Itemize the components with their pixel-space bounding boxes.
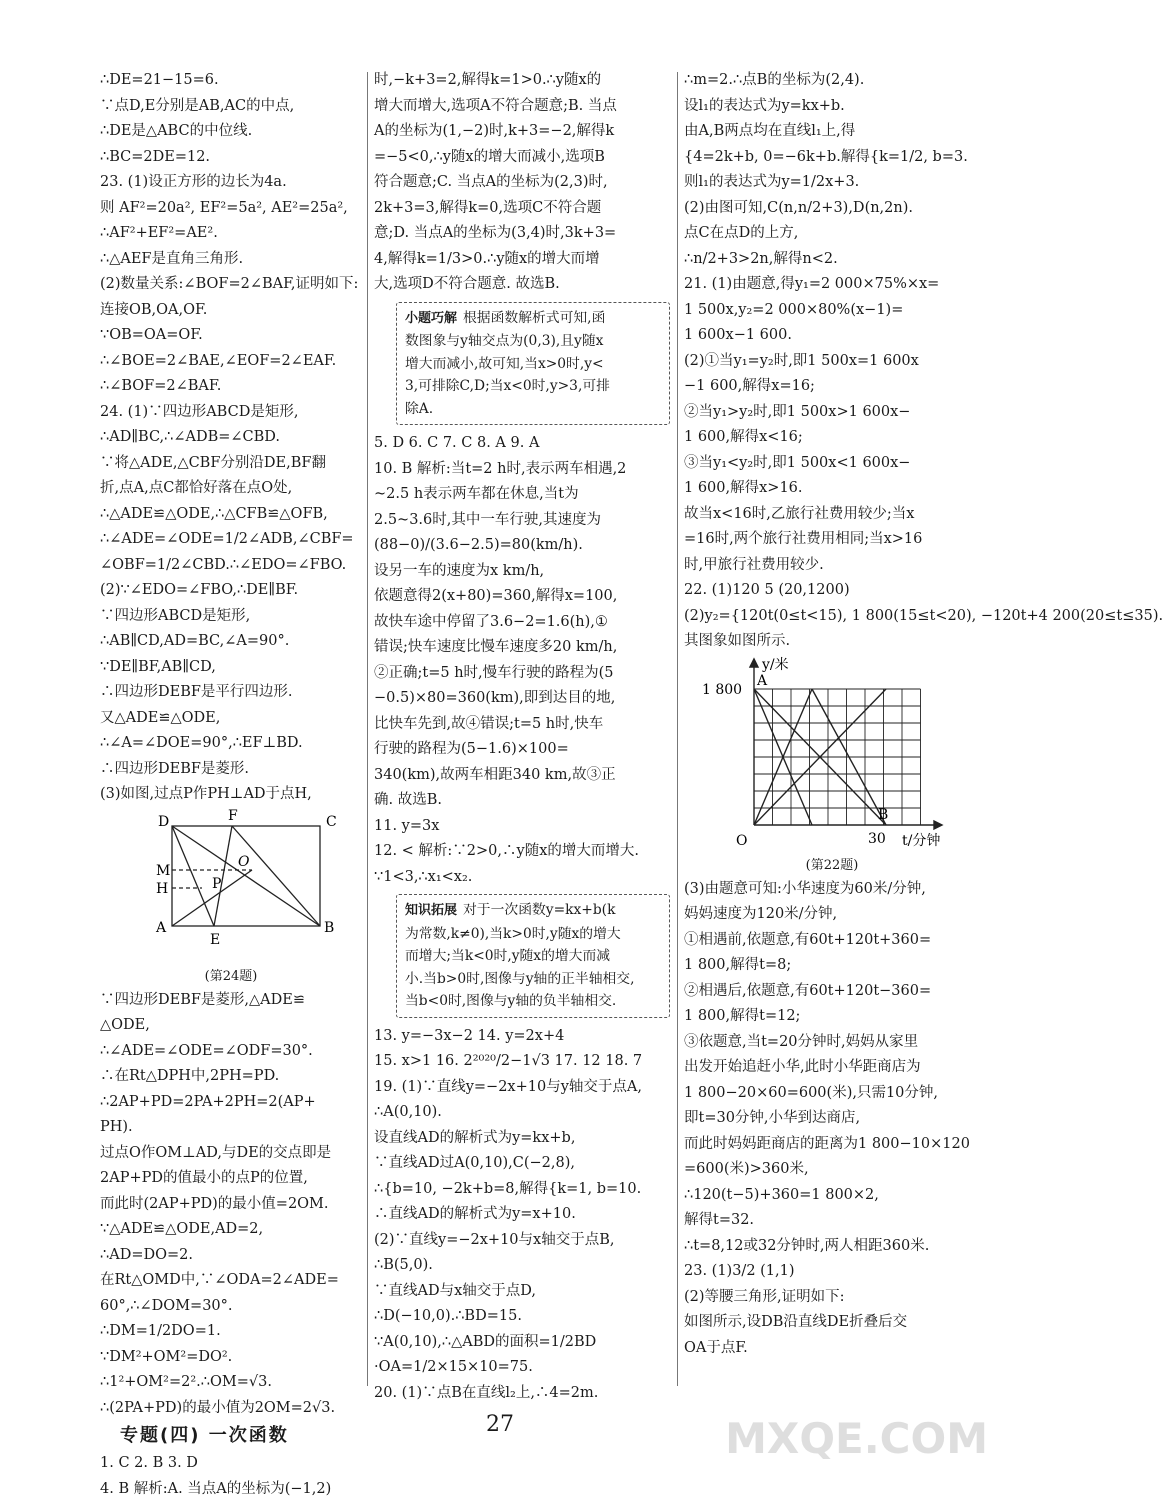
tip1-text [405, 307, 661, 421]
text-line: ∴直线AD的解析式为y=x+10. [374, 1202, 670, 1228]
col2-bottom-text [374, 1024, 670, 1407]
graph-point-a: A [756, 673, 768, 689]
text-line: ∵四边形ABCD是矩形, [100, 604, 362, 630]
text-line: ∵DM²+OM²=DO². [100, 1345, 362, 1371]
text-line: 即t=30分钟,小华到达商店, [684, 1106, 980, 1132]
text-line: 增大而增大,选项A不符合题意;B. 当点 [374, 94, 670, 120]
text-line: ∴DE是△ABC的中位线. [100, 119, 362, 145]
text-line: ∴AF²+EF²=AE². [100, 221, 362, 247]
text-line: 解得t=32. [684, 1208, 980, 1234]
text-line: 1 800,解得t=12; [684, 1004, 980, 1030]
fig24-label: C [326, 814, 337, 830]
text-line: 23. (1)3/2 (1,1) [684, 1259, 980, 1285]
text-line: ∴120(t−5)+360=1 800×2, [684, 1183, 980, 1209]
text-line: 连接OB,OA,OF. [100, 298, 362, 324]
text-line: ∵将△ADE,△CBF分别沿DE,BF翻 [100, 451, 362, 477]
fig24-label: D [158, 814, 169, 830]
fig24-label: B [324, 920, 334, 936]
figure-24-caption: (第24题) [100, 966, 362, 988]
text-line: ∴{b=10, −2k+b=8,解得{k=1, b=10. [374, 1177, 670, 1203]
text-line: 折,点A,点C都恰好落在点O处, [100, 476, 362, 502]
text-line: ∴AD=DO=2. [100, 1243, 362, 1269]
text-line: ∵△ADE≌△ODE,AD=2, [100, 1217, 362, 1243]
column-divider-2 [677, 72, 678, 1386]
text-line: ∴AB∥CD,AD=BC,∠A=90°. [100, 629, 362, 655]
text-line: ③当y₁<y₂时,即1 500x<1 600x− [684, 451, 980, 477]
text-line: ∠OBF=1/2∠CBD.∴∠EDO=∠FBO. [100, 553, 362, 579]
column-divider-1 [367, 72, 368, 1386]
text-line: ∵直线AD过A(0,10),C(−2,8), [374, 1151, 670, 1177]
text-line: ∴n/2+3>2n,解得n<2. [684, 247, 980, 273]
column-right [684, 68, 980, 1361]
tip-line: 小.当b>0时,图像与y轴的正半轴相交, [405, 968, 661, 991]
text-line: ∵直线AD与x轴交于点D, [374, 1279, 670, 1305]
text-line: 1 800,解得t=8; [684, 953, 980, 979]
text-line: =16时,两个旅行社费用相同;当x>16 [684, 527, 980, 553]
tip-line: 为常数,k≠0),当k>0时,y随x的增大 [405, 923, 661, 946]
text-line: ∴2AP+PD=2PA+2PH=2(AP+ [100, 1090, 362, 1116]
col2-mid-text [374, 431, 670, 890]
graph-y-label: y/米 [761, 656, 789, 673]
text-line: (3)由题意可知:小华速度为60米/分钟, [684, 877, 980, 903]
graph-y-tick: 1 800 [702, 682, 742, 698]
text-line: ∴A(0,10). [374, 1100, 670, 1126]
text-line: 点C在点D的上方, [684, 221, 980, 247]
text-line: 时,−k+3=2,解得k=1>0.∴y随x的 [374, 68, 670, 94]
text-line: 则 AF²=20a², EF²=5a², AE²=25a², [100, 196, 362, 222]
text-line: ∴B(5,0). [374, 1253, 670, 1279]
text-line: ∴四边形DEBF是菱形. [100, 757, 362, 783]
text-line: ∵点D,E分别是AB,AC的中点, [100, 94, 362, 120]
text-line: 1 600,解得x<16; [684, 425, 980, 451]
text-line: 340(km),故两车相距340 km,故③正 [374, 763, 670, 789]
text-line: 由A,B两点均在直线l₁上,得 [684, 119, 980, 145]
text-line: OA于点F. [684, 1336, 980, 1362]
text-line: {4=2k+b, 0=−6k+b.解得{k=1/2, b=3. [684, 145, 980, 171]
tip-line [405, 899, 661, 923]
tip-box-knowledge [396, 894, 670, 1018]
text-line: =−5<0,∴y随x的增大而减小,选项B [374, 145, 670, 171]
text-line: 则l₁的表达式为y=1/2x+3. [684, 170, 980, 196]
text-line: ~2.5 h表示两车都在休息,当t为 [374, 482, 670, 508]
text-line: (88−0)/(3.6−2.5)=80(km/h). [374, 533, 670, 559]
text-line: ∵A(0,10),∴△ABD的面积=1/2BD [374, 1330, 670, 1356]
text-line: (2)①当y₁=y₂时,即1 500x=1 600x [684, 349, 980, 375]
text-line: ∴在Rt△DPH中,2PH=PD. [100, 1064, 362, 1090]
text-line: ∴t=8,12或32分钟时,两人相距360米. [684, 1234, 980, 1260]
text-line: ②正确;t=5 h时,慢车行驶的路程为(5 [374, 661, 670, 687]
text-line: ∴∠ADE=∠ODE=∠ODF=30°. [100, 1039, 362, 1065]
graph-origin: O [736, 833, 747, 849]
text-line: 确. 故选B. [374, 788, 670, 814]
text-line: ∴BC=2DE=12. [100, 145, 362, 171]
text-line: 1 600,解得x>16. [684, 476, 980, 502]
fig24-label: F [228, 808, 238, 824]
fig24-label: A [155, 920, 167, 936]
text-line: 错误;快车速度比慢车速度多20 km/h, [374, 635, 670, 661]
fig24-label: O [238, 854, 250, 870]
text-line: 2AP+PD的值最小的点P的位置, [100, 1166, 362, 1192]
text-line: ∴m=2.∴点B的坐标为(2,4). [684, 68, 980, 94]
text-line: −1 600,解得x=16; [684, 374, 980, 400]
col1-top-text [100, 68, 362, 808]
text-line: △ODE, [100, 1013, 362, 1039]
text-line: 1 800−20×60=600(米),只需10分钟, [684, 1081, 980, 1107]
text-line: −0.5)×80=360(km),即到达目的地, [374, 686, 670, 712]
text-line: 在Rt△OMD中,∵∠ODA=2∠ADE= [100, 1268, 362, 1294]
graph-point-b: B [878, 807, 888, 823]
text-line: A的坐标为(1,−2)时,k+3=−2,解得k [374, 119, 670, 145]
tip-line: 而增大;当k<0时,y随x的增大而减 [405, 945, 661, 968]
tip-line-text: 对于一次函数y=kx+b(k [463, 902, 615, 918]
text-line: 时,甲旅行社费用较少. [684, 553, 980, 579]
tip-box-quick-solution [396, 302, 670, 426]
text-line: ∴AD∥BC,∴∠ADB=∠CBD. [100, 425, 362, 451]
text-line: ∴△AEF是直角三角形. [100, 247, 362, 273]
fig24-label: E [210, 932, 220, 948]
fig24-label: P [212, 876, 221, 892]
text-line: ∵DE∥BF,AB∥CD, [100, 655, 362, 681]
graph-22 [684, 655, 974, 855]
text-line: ∴D(−10,0).∴BD=15. [374, 1304, 670, 1330]
fig24-label: M [156, 863, 170, 879]
text-line: (2)y₂={120t(0≤t<15), 1 800(15≤t<20), −120t+4 200(20≤t≤35). [684, 604, 980, 630]
col3-top-text [684, 68, 980, 655]
text-line: 12. < 解析:∵2>0,∴y随x的增大而增大. [374, 839, 670, 865]
text-line: ∴∠BOF=2∠BAF. [100, 374, 362, 400]
text-line: (2)∵直线y=−2x+10与x轴交于点B, [374, 1228, 670, 1254]
text-line: ∴四边形DEBF是平行四边形. [100, 680, 362, 706]
graph-x-tick: 30 [868, 831, 886, 847]
tip-line: 数图象与y轴交点为(0,3),且y随x [405, 330, 661, 353]
text-line: ∴(2PA+PD)的最小值为2OM=2√3. [100, 1396, 362, 1422]
text-line: 设直线AD的解析式为y=kx+b, [374, 1126, 670, 1152]
text-line: ·OA=1/2×15×10=75. [374, 1355, 670, 1381]
text-line: 依题意得2(x+80)=360,解得x=100, [374, 584, 670, 610]
tip2-text [405, 899, 661, 1013]
text-line: 故快车途中停留了3.6−2=1.6(h),① [374, 610, 670, 636]
text-line: ②相遇后,依题意,有60t+120t−360= [684, 979, 980, 1005]
text-line: ∴∠BOE=2∠BAE,∠EOF=2∠EAF. [100, 349, 362, 375]
text-line: (2)等腰三角形,证明如下: [684, 1285, 980, 1311]
text-line: 出发开始追赶小华,此时小华距商店为 [684, 1055, 980, 1081]
tip-line [405, 307, 661, 331]
text-line: 19. (1)∵直线y=−2x+10与y轴交于点A, [374, 1075, 670, 1101]
text-line: 2.5~3.6时,其中一车行驶,其速度为 [374, 508, 670, 534]
text-line: (2)由图可知,C(n,n/2+3),D(n,2n). [684, 196, 980, 222]
text-line: 1 500x,y₂=2 000×80%(x−1)= [684, 298, 980, 324]
text-line: 符合题意;C. 当点A的坐标为(2,3)时, [374, 170, 670, 196]
column-middle [374, 68, 670, 1406]
col1-bottom-text [100, 988, 362, 1422]
text-line: 比快车先到,故④错误;t=5 h时,快车 [374, 712, 670, 738]
text-line: 60°,∴∠DOM=30°. [100, 1294, 362, 1320]
text-line: ∵OB=OA=OF. [100, 323, 362, 349]
tip-line: 3,可排除C,D;当x<0时,y>3,可排 [405, 375, 661, 398]
column-left [100, 68, 362, 1502]
graph-22-caption: (第22题) [684, 855, 980, 877]
text-line: 24. (1)∵四边形ABCD是矩形, [100, 400, 362, 426]
text-line: 10. B 解析:当t=2 h时,表示两车相遇,2 [374, 457, 670, 483]
col1-after-text [100, 1451, 362, 1502]
text-line: 13. y=−3x−2 14. y=2x+4 [374, 1024, 670, 1050]
text-line: PH). [100, 1115, 362, 1141]
text-line: 5. D 6. C 7. C 8. A 9. A [374, 431, 670, 457]
watermark-logo: MXQE.COM [725, 1414, 988, 1463]
text-line: =600(米)>360米, [684, 1157, 980, 1183]
text-line: ∴DE=21−15=6. [100, 68, 362, 94]
col3-bottom-text [684, 877, 980, 1362]
text-line: 妈妈速度为120米/分钟, [684, 902, 980, 928]
figure-24 [114, 808, 354, 966]
text-line: (2)数量关系:∠BOF=2∠BAF,证明如下: [100, 272, 362, 298]
text-line: 4. B 解析:A. 当点A的坐标为(−1,2) [100, 1477, 362, 1502]
text-line: ∵1<3,∴x₁<x₂. [374, 865, 670, 891]
text-line: ∵四边形DEBF是菱形,△ADE≌ [100, 988, 362, 1014]
text-line: 21. (1)由题意,得y₁=2 000×75%×x= [684, 272, 980, 298]
text-line: 而此时妈妈距商店的距离为1 800−10×120 [684, 1132, 980, 1158]
text-line: 22. (1)120 5 (20,1200) [684, 578, 980, 604]
tip-tag: 知识拓展 [405, 900, 457, 923]
text-line: 又△ADE≌△ODE, [100, 706, 362, 732]
text-line: ∴∠A=∠DOE=90°,∴EF⊥BD. [100, 731, 362, 757]
page-number: 27 [0, 1412, 1000, 1437]
text-line: 23. (1)设正方形的边长为4a. [100, 170, 362, 196]
text-line: ∴∠ADE=∠ODE=1/2∠ADB,∠CBF= [100, 527, 362, 553]
text-line: 1. C 2. B 3. D [100, 1451, 362, 1477]
text-line: (2)∵∠EDO=∠FBO,∴DE∥BF. [100, 578, 362, 604]
text-line: 行驶的路程为(5−1.6)×100= [374, 737, 670, 763]
text-line: 11. y=3x [374, 814, 670, 840]
graph-x-label: t/分钟 [902, 833, 940, 849]
text-line: 设另一车的速度为x km/h, [374, 559, 670, 585]
text-line: ②当y₁>y₂时,即1 500x>1 600x− [684, 400, 980, 426]
text-line: 故当x<16时,乙旅行社费用较少;当x [684, 502, 980, 528]
text-line: 意;D. 当点A的坐标为(3,4)时,3k+3= [374, 221, 670, 247]
text-line: ∴1²+OM²=2².∴OM=√3. [100, 1370, 362, 1396]
text-line: 20. (1)∵点B在直线l₂上,∴4=2m. [374, 1381, 670, 1407]
text-line: 4,解得k=1/3>0.∴y随x的增大而增 [374, 247, 670, 273]
text-line: 1 600x−1 600. [684, 323, 980, 349]
text-line: 2k+3=3,解得k=0,选项C不符合题 [374, 196, 670, 222]
text-line: 过点O作OM⊥AD,与DE的交点即是 [100, 1141, 362, 1167]
tip-line: 增大而减小,故可知,当x>0时,y< [405, 353, 661, 376]
tip-line: 当b<0时,图像与y轴的负半轴相交. [405, 990, 661, 1013]
text-line: ∴△ADE≌△ODE,∴△CFB≌△OFB, [100, 502, 362, 528]
text-line: ∴DM=1/2DO=1. [100, 1319, 362, 1345]
text-line: 15. x>1 16. 2²⁰²⁰/2−1√3 17. 12 18. 7 [374, 1049, 670, 1075]
col2-top-text [374, 68, 670, 298]
text-line: 而此时(2AP+PD)的最小值=2OM. [100, 1192, 362, 1218]
text-line: 大,选项D不符合题意. 故选B. [374, 272, 670, 298]
tip-tag: 小题巧解 [405, 308, 457, 331]
section-title: 专题(四) 一次函数 [100, 1421, 362, 1451]
text-line: 设l₁的表达式为y=kx+b. [684, 94, 980, 120]
tip-line: 除A. [405, 398, 661, 421]
text-line: ③依题意,当t=20分钟时,妈妈从家里 [684, 1030, 980, 1056]
text-line: ①相遇前,依题意,有60t+120t+360= [684, 928, 980, 954]
text-line: 如图所示,设DB沿直线DE折叠后交 [684, 1310, 980, 1336]
text-line: 其图象如图所示. [684, 629, 980, 655]
fig24-label: H [156, 881, 168, 897]
tip-line-text: 根据函数解析式可知,函 [463, 310, 605, 326]
text-line: (3)如图,过点P作PH⊥AD于点H, [100, 782, 362, 808]
